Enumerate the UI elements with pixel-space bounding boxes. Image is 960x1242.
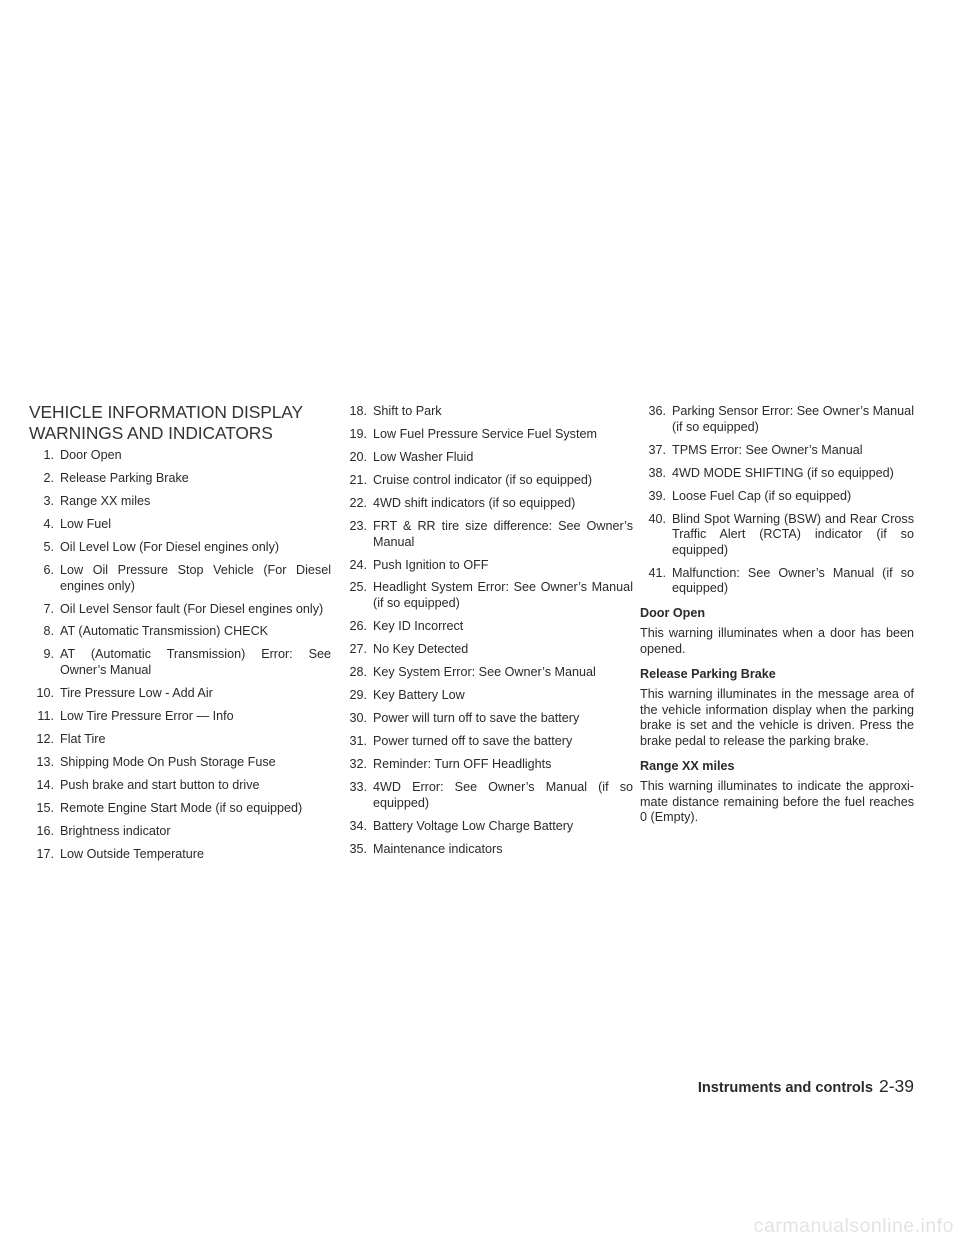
- watermark: carmanualsonline.info: [753, 1215, 954, 1237]
- list-item: [341, 688, 633, 704]
- item-number: 22.: [349, 495, 367, 510]
- item-number: 28.: [349, 665, 367, 680]
- section-door-open: [640, 606, 914, 658]
- item-text: Parking Sensor Error: See Owner’s Manual (if so equipped): [672, 404, 914, 434]
- column-1: [29, 402, 331, 870]
- list-item: [29, 647, 331, 678]
- list-item: [341, 711, 633, 727]
- column-3: [640, 404, 914, 832]
- item-text: Blind Spot Warning (BSW) and Rear Cross Traffic Alert (RCTA) indicator (if so equipped): [672, 511, 914, 557]
- item-text: Flat Tire: [60, 732, 106, 747]
- list-item: [341, 619, 633, 635]
- item-text: Low Washer Fluid: [373, 449, 474, 464]
- list-item: [341, 642, 633, 658]
- item-number: 18.: [349, 404, 367, 418]
- item-number: 2.: [43, 470, 54, 485]
- item-text: No Key Detected: [373, 642, 469, 657]
- item-text: Remote Engine Start Mode (if so equipped): [60, 800, 303, 815]
- item-text: Range XX miles: [60, 493, 151, 508]
- list-item: [29, 709, 331, 725]
- warning-list-3: [640, 404, 914, 597]
- item-text: Cruise control indicator (if so equipped): [373, 472, 593, 487]
- subheading: Door Open: [640, 605, 706, 620]
- list-item: [29, 602, 331, 618]
- item-text: Brightness indicator: [60, 823, 171, 838]
- column-2: [341, 404, 633, 865]
- list-item: [640, 443, 914, 459]
- item-text: Push brake and start button to drive: [60, 777, 260, 792]
- item-number: 40.: [648, 511, 666, 526]
- item-number: 38.: [648, 465, 666, 480]
- paragraph: This warning illuminates when a door has been opened.: [640, 626, 914, 657]
- list-item: [341, 450, 633, 466]
- list-item: [29, 471, 331, 487]
- item-number: 5.: [43, 539, 54, 554]
- item-text: Low Tire Pressure Error — Info: [60, 709, 234, 724]
- warning-list-1: [29, 448, 331, 863]
- item-text: Battery Voltage Low Charge Battery: [373, 818, 574, 833]
- list-item: [341, 757, 633, 773]
- item-number: 1.: [43, 448, 54, 462]
- item-text: Low Fuel: [60, 516, 112, 531]
- item-number: 37.: [648, 442, 666, 457]
- list-item: [29, 448, 331, 464]
- item-number: 24.: [349, 557, 367, 572]
- list-item: [29, 624, 331, 640]
- item-number: 34.: [349, 818, 367, 833]
- list-item: [341, 780, 633, 811]
- page-footer: [0, 1076, 914, 1097]
- item-number: 8.: [43, 624, 54, 639]
- list-item: [640, 566, 914, 597]
- item-number: 20.: [349, 449, 367, 464]
- item-number: 4.: [43, 516, 54, 531]
- list-item: [29, 847, 331, 863]
- item-number: 13.: [36, 755, 54, 769]
- list-item: [29, 801, 331, 817]
- item-text: Low Fuel Pressure Service Fuel System: [373, 426, 597, 441]
- item-text: Key Battery Low: [373, 688, 465, 703]
- list-item: [341, 473, 633, 489]
- list-item: [341, 580, 633, 611]
- item-text: AT (Automatic Transmission) Error: See Owner’s Manual: [60, 647, 331, 678]
- list-item: [341, 558, 633, 574]
- list-item: [29, 686, 331, 702]
- item-number: 10.: [36, 686, 54, 701]
- item-number: 35.: [349, 841, 367, 856]
- list-item: [341, 496, 633, 512]
- list-item: [29, 494, 331, 510]
- item-number: 14.: [36, 777, 54, 792]
- subheading: Release Parking Brake: [640, 666, 776, 681]
- list-item: [341, 734, 633, 750]
- item-number: 41.: [648, 565, 666, 580]
- item-text: Power turned off to save the battery: [373, 733, 573, 748]
- item-number: 29.: [349, 688, 367, 703]
- item-text: TPMS Error: See Owner’s Manual: [672, 442, 863, 457]
- item-text: Key System Error: See Owner’s Manual: [373, 665, 596, 680]
- warning-list-2: [341, 404, 633, 857]
- list-item: [341, 519, 633, 550]
- item-text: AT (Automatic Transmission) CHECK: [60, 624, 269, 639]
- item-text: Push Ignition to OFF: [373, 557, 489, 572]
- item-number: 32.: [349, 756, 367, 771]
- item-text: Oil Level Sensor fault (For Diesel engines only): [60, 601, 324, 616]
- item-number: 15.: [36, 800, 54, 815]
- item-text: Shift to Park: [373, 404, 442, 418]
- item-text: Maintenance indicators: [373, 841, 503, 856]
- item-text: Low Outside Temperature: [60, 846, 204, 861]
- item-number: 26.: [349, 619, 367, 634]
- list-item: [29, 778, 331, 794]
- heading-line-1: VEHICLE INFORMATION DISPLAY: [29, 402, 303, 422]
- item-number: 3.: [43, 493, 54, 508]
- item-number: 39.: [648, 488, 666, 503]
- list-item: [640, 512, 914, 559]
- list-item: [640, 466, 914, 482]
- item-number: 31.: [349, 733, 367, 748]
- item-number: 33.: [349, 779, 367, 794]
- item-text: Headlight System Error: See Owner’s Manual (if so equipped): [373, 580, 633, 611]
- item-number: 9.: [43, 647, 54, 662]
- list-item: [341, 427, 633, 443]
- item-number: 17.: [36, 846, 54, 861]
- list-item: [341, 665, 633, 681]
- item-text: Oil Level Low (For Diesel engines only): [60, 539, 280, 554]
- item-text: 4WD MODE SHIFTING (if so equipped): [672, 465, 894, 480]
- list-item: [640, 489, 914, 505]
- item-number: 11.: [37, 709, 54, 724]
- paragraph: This warning illuminates in the message area of the vehicle information display when the parking brake is set and the vehicle is driven. Press the brake pedal to release the parking brake.: [640, 687, 914, 749]
- list-item: [29, 755, 331, 771]
- footer-chapter-title: Instruments and controls: [697, 1080, 873, 1096]
- item-number: 19.: [349, 426, 367, 441]
- item-number: 6.: [43, 562, 54, 577]
- item-text: 4WD Error: See Owner’s Manual (if so equipped): [373, 779, 633, 810]
- list-item: [29, 732, 331, 748]
- item-number: 21.: [349, 472, 367, 487]
- item-text: Low Oil Pressure Stop Vehicle (For Diesel engines only): [60, 562, 331, 593]
- list-item: [640, 404, 914, 435]
- item-number: 7.: [43, 601, 54, 616]
- item-text: Loose Fuel Cap (if so equipped): [672, 488, 852, 503]
- item-number: 25.: [349, 580, 367, 595]
- item-text: 4WD shift indicators (if so equipped): [373, 495, 576, 510]
- list-item: [29, 824, 331, 840]
- list-item: [341, 404, 633, 420]
- item-text: Door Open: [60, 448, 122, 462]
- item-text: Malfunction: See Owner’s Manual (if so equipped): [672, 565, 914, 596]
- item-text: Release Parking Brake: [60, 470, 189, 485]
- section-release-parking-brake: [640, 667, 914, 750]
- item-number: 27.: [349, 642, 367, 657]
- paragraph: This warning illuminates to indicate the approxi-mate distance remaining before the fuel reaches 0 (Empty).: [640, 779, 914, 825]
- heading-line-2: WARNINGS AND INDICATORS: [29, 422, 273, 443]
- item-text: Tire Pressure Low - Add Air: [60, 686, 213, 701]
- item-text: Key ID Incorrect: [373, 619, 464, 634]
- item-text: Reminder: Turn OFF Headlights: [373, 756, 552, 771]
- section-range: [640, 759, 914, 826]
- page-number: 2-39: [878, 1076, 914, 1096]
- item-number: 16.: [36, 823, 54, 838]
- item-text: FRT & RR tire size difference: See Owner’s Manual: [373, 518, 633, 549]
- section-heading: [29, 402, 331, 443]
- list-item: [29, 517, 331, 533]
- item-number: 23.: [349, 518, 367, 533]
- list-item: [29, 540, 331, 556]
- item-number: 30.: [349, 711, 367, 725]
- list-item: [341, 819, 633, 835]
- item-number: 12.: [36, 732, 54, 747]
- item-number: 36.: [648, 404, 666, 418]
- list-item: [341, 842, 633, 858]
- list-item: [29, 563, 331, 594]
- item-text: Shipping Mode On Push Storage Fuse: [60, 755, 276, 769]
- subheading: Range XX miles: [640, 758, 735, 773]
- item-text: Power will turn off to save the battery: [373, 711, 580, 725]
